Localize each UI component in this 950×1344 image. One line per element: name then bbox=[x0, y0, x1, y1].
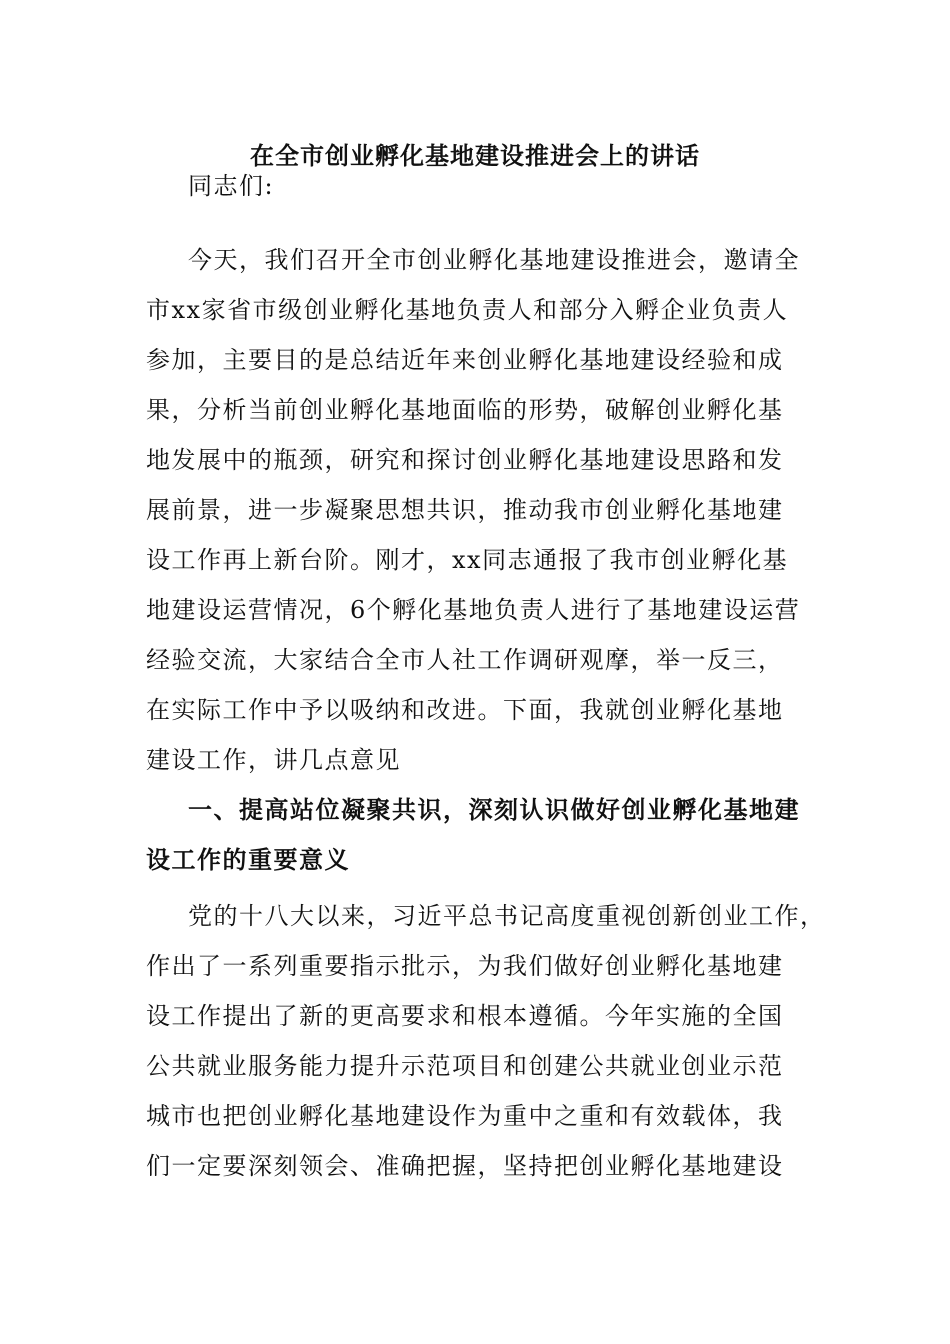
paragraph-line: 地发展中的瓶颈，研究和探讨创业孵化基地建设思路和发 bbox=[146, 446, 784, 474]
salutation: 同志们: bbox=[188, 172, 275, 200]
paragraph-line: 设工作提出了新的更高要求和根本遵循。今年实施的全国 bbox=[146, 1002, 784, 1030]
paragraph-line: 果，分析当前创业孵化基地面临的形势，破解创业孵化基 bbox=[146, 396, 784, 424]
paragraph-line: 作出了一系列重要指示批示，为我们做好创业孵化基地建 bbox=[146, 952, 784, 980]
paragraph-line: 地建设运营情况，6个孵化基地负责人进行了基地建设运营 bbox=[146, 596, 801, 624]
section-heading-line: 设工作的重要意义 bbox=[146, 845, 350, 874]
paragraph-line: 参加，主要目的是总结近年来创业孵化基地建设经验和成 bbox=[146, 346, 784, 374]
paragraph-line: 设工作再上新台阶。刚才，xx同志通报了我市创业孵化基 bbox=[146, 546, 789, 574]
paragraph-line: 公共就业服务能力提升示范项目和创建公共就业创业示范 bbox=[146, 1052, 784, 1080]
section-heading-line: 一、提高站位凝聚共识，深刻认识做好创业孵化基地建 bbox=[188, 795, 800, 824]
paragraph-line: 建设工作，讲几点意见 bbox=[146, 746, 401, 774]
paragraph-line: 党的十八大以来，习近平总书记高度重视创新创业工作， bbox=[188, 902, 826, 930]
paragraph-line: 们一定要深刻领会、准确把握，坚持把创业孵化基地建设 bbox=[146, 1152, 784, 1180]
paragraph-line: 经验交流，大家结合全市人社工作调研观摩，举一反三， bbox=[146, 646, 784, 674]
paragraph-line: 城市也把创业孵化基地建设作为重中之重和有效载体，我 bbox=[146, 1102, 784, 1130]
document-title: 在全市创业孵化基地建设推进会上的讲话 bbox=[250, 141, 700, 170]
paragraph-line: 在实际工作中予以吸纳和改进。下面，我就创业孵化基地 bbox=[146, 696, 784, 724]
paragraph-line: 展前景，进一步凝聚思想共识，推动我市创业孵化基地建 bbox=[146, 496, 784, 524]
paragraph-line: 市xx家省市级创业孵化基地负责人和部分入孵企业负责人 bbox=[146, 296, 789, 324]
paragraph-line: 今天，我们召开全市创业孵化基地建设推进会，邀请全 bbox=[188, 246, 800, 274]
